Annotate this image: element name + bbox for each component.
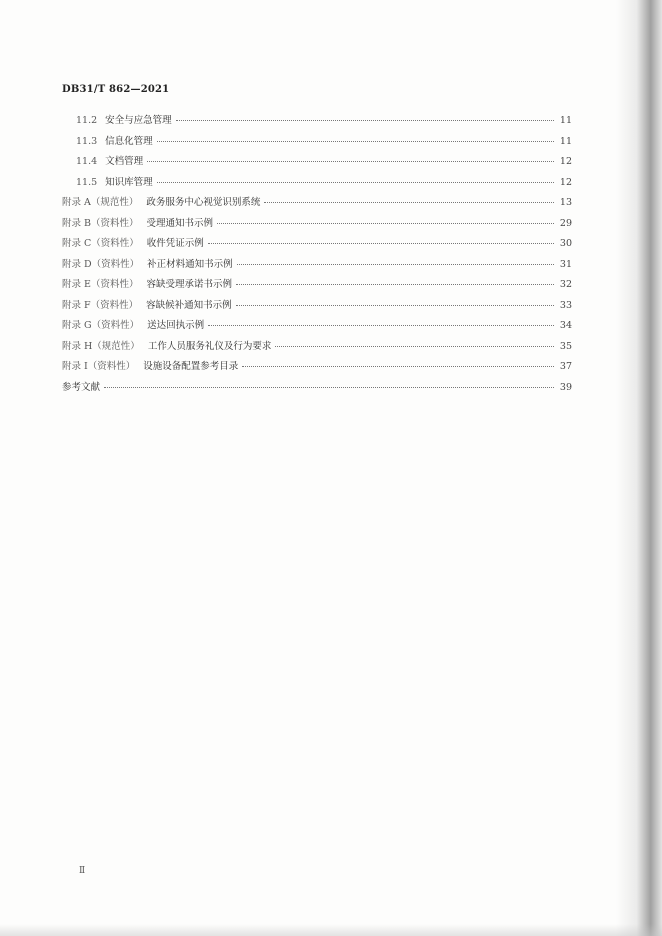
toc-entry-title: 知识库管理 [105,176,153,188]
toc-entry-title: 补正材料通知书示例 [147,258,233,270]
toc-entry-title: 安全与应急管理 [105,115,172,126]
toc-leader-dots [208,325,554,326]
toc-entry-title: 设施设备配置参考目录 [143,361,239,372]
toc-entry-title: 容缺受理承诺书示例 [146,279,232,290]
toc-entry-number: 附录 F（资料性） [62,299,139,311]
toc-entry[interactable] [62,174,572,195]
toc-entry[interactable] [62,153,572,174]
toc-entry-page: 33 [559,299,572,311]
toc-entry-title: 政务服务中心视觉识别系统 [146,197,261,208]
toc-entry[interactable] [62,338,572,359]
toc-entry[interactable] [62,297,572,318]
toc-entry-page: 11 [559,135,572,147]
toc-leader-dots [264,202,554,203]
toc-entry-page: 34 [559,320,572,331]
toc-entry-page: 35 [559,340,572,352]
toc-entry-page: 30 [559,238,572,249]
scan-bottom-shadow [0,924,662,936]
toc-leader-dots [236,305,554,306]
toc-entry[interactable] [62,235,572,256]
toc-entry-page: 39 [559,381,572,393]
toc-leader-dots [242,366,554,367]
toc-entry[interactable] [62,317,572,338]
toc-entry[interactable] [62,379,572,400]
page-number: Ⅱ [79,866,86,876]
toc-entry-number: 附录 G（资料性） [62,320,140,331]
toc-entry-number: 11.2 [76,115,98,126]
toc-entry[interactable] [62,276,572,297]
toc-entry-title: 送达回执示例 [147,320,205,331]
toc-entry-title: 收件凭证示例 [146,238,204,249]
document-code-header: DB31/T 862—2021 [62,84,170,95]
toc-entry-page: 37 [559,361,572,372]
toc-entry-number: 11.5 [76,176,98,188]
toc-entry-page: 31 [559,258,572,270]
toc-leader-dots [147,161,554,162]
toc-entry-page: 32 [559,279,572,290]
toc-leader-dots [157,182,554,183]
toc-entry-title: 工作人员服务礼仪及行为要求 [147,340,272,352]
toc-entry[interactable] [62,256,572,277]
toc-entry-number: 附录 B（资料性） [62,217,139,229]
toc-entry-page: 29 [559,217,572,229]
toc-entry[interactable] [62,358,572,379]
scan-binding-shadow [616,0,662,936]
toc-entry-title: 信息化管理 [105,135,153,147]
toc-entry[interactable] [62,112,572,133]
toc-leader-dots [176,120,554,121]
toc-leader-dots [237,264,554,265]
toc-entry-page: 12 [559,156,572,167]
toc-entry-number: 附录 C（资料性） [62,238,139,249]
toc-entry-title: 容缺候补通知书示例 [146,299,232,311]
toc-leader-dots [157,141,554,142]
toc-leader-dots [236,284,554,285]
toc-entry[interactable] [62,215,572,236]
toc-entry[interactable] [62,133,572,154]
toc-leader-dots [217,223,554,224]
toc-entry-number: 11.3 [76,135,98,147]
toc-leader-dots [104,387,554,388]
toc-entry-number: 11.4 [76,156,98,167]
toc-entry-number: 附录 D（资料性） [62,258,140,270]
toc-entry[interactable] [62,194,572,215]
toc-entry-page: 11 [559,115,572,126]
toc-entry-number: 附录 H（规范性） [62,340,140,352]
toc-leader-dots [275,346,554,347]
toc-entry-page: 12 [559,176,572,188]
toc-entry-number: 附录 A（规范性） [62,197,139,208]
toc-entry-page: 13 [559,197,572,208]
toc-entry-title: 文档管理 [105,156,144,167]
toc-entry-number: 附录 I（资料性） [62,361,136,372]
toc-entry-number: 附录 E（资料性） [62,279,139,290]
toc-entry-title: 参考文献 [62,381,101,393]
toc-leader-dots [208,243,554,244]
toc-entry-title: 受理通知书示例 [146,217,214,229]
table-of-contents [62,112,572,399]
